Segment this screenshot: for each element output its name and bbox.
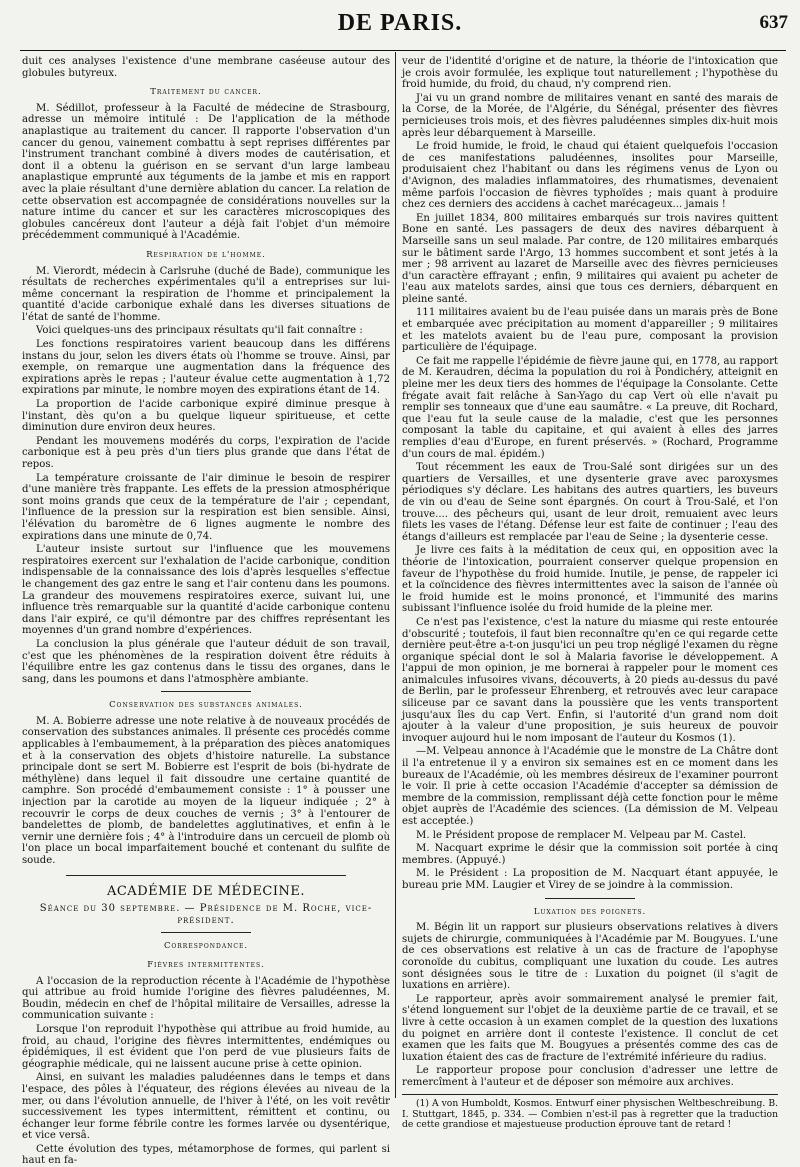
- section-heading: Conservation des substances animales.: [109, 699, 303, 710]
- paragraph: Ce n'est pas l'existence, c'est la nature du miasme qui reste entourée d'obscurité ; toutefois, il faut bien reconnaître qu'en ce qui regarde cette dernière peut-être a-t-on jusqu'ici un peu trop négligé l'examen du règne organique spécial dont le sol à Malaria favorise le développement. A l'appui de mon opinion, je me bornerai à rappeler pour le moment ces animalcules infusoires vivans, découverts, à 20 pieds au-dessus du pavé de Berlin, par le professeur Ehrenberg, et retrouvés avec leur carapace siliceuse par ce savant dans la poussière que les vents transportent jusqu'aux îles du cap Vert. Enfin, si l'autorité d'un grand nom doit ajouter à la valeur d'une proposition, je suis heureux de pouvoir invoquer aujourd hui le nom imposant de l'auteur du Kosmos (1).: [402, 616, 778, 744]
- footnote-text: (1) A von Humboldt, Kosmos. Entwurf einer physischen Weltbeschreibung. B. I. Stuttgart, 1845, p. 334. — Combien n'est-il pas à regretter que la traduction de cette grandiose et majestueuse production éprouve tant de retard !: [402, 1098, 778, 1131]
- footnote-rule: [402, 1094, 778, 1095]
- paragraph: 111 militaires avaient bu de l'eau puisée dans un marais près de Bone et embarquée avec précipitation au moment d'appareiller ; 9 militaires et les matelots avaient bu de l'eau pure, composant la provision particulière de l'équipage.: [402, 307, 778, 354]
- paragraph: La proportion de l'acide carbonique expiré diminue presque à l'instant, dès qu'on a bu quelque liqueur spiritueuse, et cette diminution dure environ deux heures.: [22, 399, 390, 434]
- paragraph: Voici quelques-uns des principaux résultats qu'il fait connaître :: [36, 325, 363, 337]
- page-title: DE PARIS.: [337, 10, 463, 36]
- section-heading: Respiration de l'homme.: [146, 248, 266, 259]
- section-heading: Correspondance.: [163, 940, 249, 951]
- paragraph: M. Bégin lit un rapport sur plusieurs observations relatives à divers sujets de chirurgie, communiquées à l'Académie par M. Bougyues. L'une de ces observations est relative à un cas de fracture de l'apophyse coronoïde du cubitus, compliquant une luxation du coude. Les autres sont désignées sous le titre de : Luxation du poignet (il s'agit de luxations en arrière).: [402, 922, 778, 992]
- section-heading: Traitement du cancer.: [150, 86, 262, 97]
- paragraph: M. Sédillot, professeur à la Faculté de médecine de Strasbourg, adresse un mémoire intitulé : De l'application de la méthode anaplastique au traitement du cancer. Il rapporte l'observation d'un cancer du genou, vainement combattu à sept reprises différentes par l'instrument tranchant combiné à divers modes de cautérisation, et dont il a obtenu la guérison en se servant d'un large lambeau anaplastique emprunté aux téguments de la jambe et mis en rapport avec la plaie résultant d'une dernière ablation du cancer. La relation de cette observation est accompagnée de considérations nouvelles sur la nature intime du cancer et sur les caractères microscopiques des globules cancéreux dont l'auteur a déjà fait l'objet d'un mémoire précédemment communiqué à l'Académie.: [22, 102, 390, 242]
- paragraph: Ainsi, en suivant les maladies paludéennes dans le temps et dans l'espace, des pôles à l'équateur, des régions élevées au niveau de la mer, ou dans l'évolution annuelle, de l'hiver à l'été, on les voit revêtir successivement les types intermittent, rémittent et continu, ou échanger leur forme fébrile contre les formes larvée ou dysentérique, et vice versâ.: [22, 1072, 390, 1142]
- paragraph: Ce fait me rappelle l'épidémie de fièvre jaune qui, en 1778, au rapport de M. Keraudren, décima la population du roi à Pondichéry, atteignit en pleine mer les deux tiers des hommes de l'équipage la Consolante. Cette frégate avait fait relâche à San-Yago du cap Vert où elle n'avait pu remplir ses tonneaux que d'une eau saumâtre. « La preuve, dit Rochard, que l'eau fut la seule cause de la maladie, c'est que les personnes composant la table du capitaine, et qui avaient à elles des jarres remplies d'eau d'Europe, en furent préservés. » (Rochard, Programme d'un cours de mal. épidém.): [402, 355, 778, 460]
- paragraph: J'ai vu un grand nombre de militaires venant en santé des marais de la Corse, de la Morée, de l'Algérie, du Sénégal, présenter des fièvres pernicieuses trois mois, et des fièvres paludéennes simples dix-huit mois après leur débarquement à Marseille.: [402, 92, 778, 139]
- paragraph: A l'occasion de la reproduction récente à l'Académie de l'hypothèse qui attribue au froid humide l'origine des fièvres paludéennes, M. Boudin, médecin en chef de l'hôpital militaire de Versailles, adresse la communication suivante :: [22, 975, 390, 1022]
- paragraph: La conclusion la plus générale que l'auteur déduit de son travail, c'est que les phénomènes de la respiration doivent être réduits à l'équilibre entre les gaz contenus dans le tissu des organes, dans le sang, dans les poumons et dans l'atmosphère ambiante.: [22, 638, 390, 685]
- page-header: [8, 0, 792, 40]
- paragraph: veur de l'identité d'origine et de nature, la théorie de l'intoxication que je crois avoir formulée, les explique tout naturellement ; l'hypothèse du froid humide, du froid, du chaud, n'y comprend rien.: [402, 56, 778, 91]
- section-rule: [545, 898, 635, 899]
- paragraph: La température croissante de l'air diminue le besoin de respirer d'une manière très frappante. Les effets de la pression atmosphérique sont moins grands que ceux de la température de l'air ; cependant, l'influence de la pression sur la respiration est bien sensible. Ainsi, l'élévation du baromètre de 6 lignes augmente le nombre des expirations dans une minute de 0,74.: [22, 472, 390, 542]
- header-rule: [20, 50, 786, 51]
- page-number: 637: [759, 12, 788, 33]
- paragraph: Tout récemment les eaux de Trou-Salé sont dirigées sur un des quartiers de Versailles, et une dysenterie grave avec paroxysmes périodiques s'y déclare. Les habitans des autres quartiers, les buveurs de vin ou d'eau de Seine sont épargnés. On court à Trou-Salé, et l'on trouve.... des pêcheurs qui, usant de leur droit, remuaient avec leurs filets les vases de l'étang. Défense leur est faite de continuer ; l'eau des étangs d'ailleurs est remplacée par l'eau de Seine ; la dysenterie cesse.: [402, 462, 778, 543]
- paragraph: Cette évolution des types, métamorphose de formes, qui parlent si haut en fa-: [22, 1143, 390, 1167]
- paragraph: —M. Velpeau annonce à l'Académie que le monstre de La Châtre dont il l'a entretenue il y a environ six semaines est en ce moment dans les bureaux de l'Académie, où les membres désireux de l'examiner pourront le voir. Il prie à cette occasion l'Académie d'accepter sa démission de membre de la commission, remplissant déjà cette fonction pour le même objet auprès de l'Académie des sciences. (La démission de M. Velpeau est acceptée.): [402, 746, 778, 827]
- left-column: [22, 56, 390, 1167]
- paragraph: Le rapporteur, après avoir sommairement analysé le premier fait, s'étend longuement sur l'objet de la deuxième partie de ce travail, et se livre à cette occasion à un examen complet de la question des luxations du poignet en arrière dont il conteste l'existence. Il conclut de cet examen que les faits que M. Bougyues a présentés comme des cas de luxation étaient des cas de fracture de l'extrémité inférieure du radius.: [402, 993, 778, 1063]
- section-heading: Fièvres intermittentes.: [147, 958, 265, 969]
- footnote: [402, 1099, 778, 1130]
- paragraph: Lorsque l'on reproduit l'hypothèse qui attribue au froid humide, au froid, au chaud, l'origine des fièvres intermittentes, endémiques ou épidémiques, il est évident que l'on perd de vue plusieurs faits de géographie médicale, qui ne laissent aucune prise à cette opinion.: [22, 1023, 390, 1070]
- paragraph: Je livre ces faits à la méditation de ceux qui, en opposition avec la théorie de l'intoxication, pourraient conserver quelque propension en faveur de l'hypothèse du froid humide. Inutile, je pense, de rappeler ici et la coïncidence des fièvres intermittentes avec la saison de l'année où le froid humide est le moins prononcé, et l'immunité des marins subissant l'influence isolée du froid humide de la pleine mer.: [402, 545, 778, 615]
- paragraph: duit ces analyses l'existence d'une membrane caséeuse autour des globules butyreux.: [22, 56, 390, 79]
- paragraph: M. Vierordt, médecin à Carlsruhe (duché de Bade), communique les résultats de recherches expérimentales qu'il a entreprises sur lui-même concernant la respiration de l'homme et principalement la quantité d'acide carbonique exhalé dans les diverses situations de l'état de santé de l'homme.: [22, 265, 390, 323]
- paragraph: M. le Président : La proposition de M. Nacquart étant appuyée, le bureau prie MM. Laugier et Virey de se joindre à la commission.: [402, 868, 778, 891]
- session-heading: Séance du 30 septembre. — Présidence de M. Roche, vice-président.: [39, 903, 373, 926]
- paragraph: M. A. Bobierre adresse une note relative à de nouveaux procédés de conservation des substances animales. Il présente ces procédés comme applicables à l'embaumement, à la préparation des pièces anatomiques et à la conservation des objets d'histoire naturelle. La substance principale dont se sert M. Bobierre est l'esprit de bois (bi-hydrate de méthylène) dans lequel il fait dissoudre une certaine quantité de camphre. Son procédé d'embaumement consiste : 1° à pousser une injection par la carotide au moyen de la liqueur indiquée ; 2° à recouvrir le corps de deux couches de vernis ; 3° à l'entourer de bandelettes de plomb, de bandelettes agglutinatives, et enfin à le vernir une dernière fois ; 4° à l'introduire dans un cercueil de plomb où l'on place un bocal imparfaitement bouché et contenant du sulfite de soude.: [22, 715, 390, 866]
- section-rule: [161, 691, 251, 692]
- paragraph: Pendant les mouvemens modérés du corps, l'expiration de l'acide carbonique est à peu près d'un tiers plus grande que dans l'état de repos.: [22, 435, 390, 470]
- right-column: [402, 56, 778, 1131]
- column-divider: [395, 52, 396, 1098]
- paragraph: L'auteur insiste surtout sur l'influence que les mouvemens respiratoires exercent sur l'exhalation de l'acide carbonique, condition indispensable de la connaissance des lois d'après lesquelles s'effectue le changement des gaz entre le sang et l'air contenu dans les poumons. La grandeur des mouvemens respiratoires exerce, suivant lui, une influence très remarquable sur la quantité d'acide carbonique contenu dans l'air expiré, ce qu'il démontre par des chiffres représentant les moyennes d'un grand nombre d'expériences.: [22, 544, 390, 637]
- academy-heading: ACADÉMIE DE MÉDECINE.: [106, 883, 306, 899]
- paragraph: Les fonctions respiratoires varient beaucoup dans les différens instans du jour, selon les divers états où l'homme se trouve. Ainsi, par exemple, on remarque une augmentation dans la fréquence des expirations après le repas ; l'auteur évalue cette augmentation à 1,72 expirations par minute, le nombre moyen des expirations étant de 14.: [22, 339, 390, 397]
- paragraph: En juillet 1834, 800 militaires embarqués sur trois navires quittent Bone en santé. Les passagers de deux des navires débarquent à Marseille sans un seul malade. Par contre, de 120 militaires embarqués sur le bâtiment sarde l'Argo, 13 hommes succombent et sont jetés à la mer ; 98 arrivent au lazaret de Marseille avec des fièvres pernicieuses d'un caractère effrayant ; enfin, 9 militaires qui avaient pu acheter de l'eau aux matelots sardes, ainsi que tous ces derniers, débarquent en pleine santé.: [402, 212, 778, 305]
- paragraph: M. le Président propose de remplacer M. Velpeau par M. Castel.: [416, 829, 747, 841]
- section-rule: [66, 875, 346, 876]
- paragraph: Le froid humide, le froid, le chaud qui étaient quelquefois l'occasion de ces manifestations paludéennes, insolites pour Marseille, produisaient chez l'habitant ou dans les régimens venus de Lyon ou d'Avignon, des maladies inflammatoires, des rhumatismes, devenaient même parfois l'occasion de fièvres typhoïdes ; mais quant à produire chez ces derniers des accidens à cachet marécageux... jamais !: [402, 141, 778, 211]
- section-rule: [161, 932, 251, 933]
- paragraph: M. Nacquart exprime le désir que la commission soit portée à cinq membres. (Appuyé.): [402, 843, 778, 866]
- paragraph: Le rapporteur propose pour conclusion d'adresser une lettre de remercîment à l'auteur et de déposer son mémoire aux archives.: [402, 1065, 778, 1088]
- section-heading: Luxation des poignets.: [533, 905, 647, 916]
